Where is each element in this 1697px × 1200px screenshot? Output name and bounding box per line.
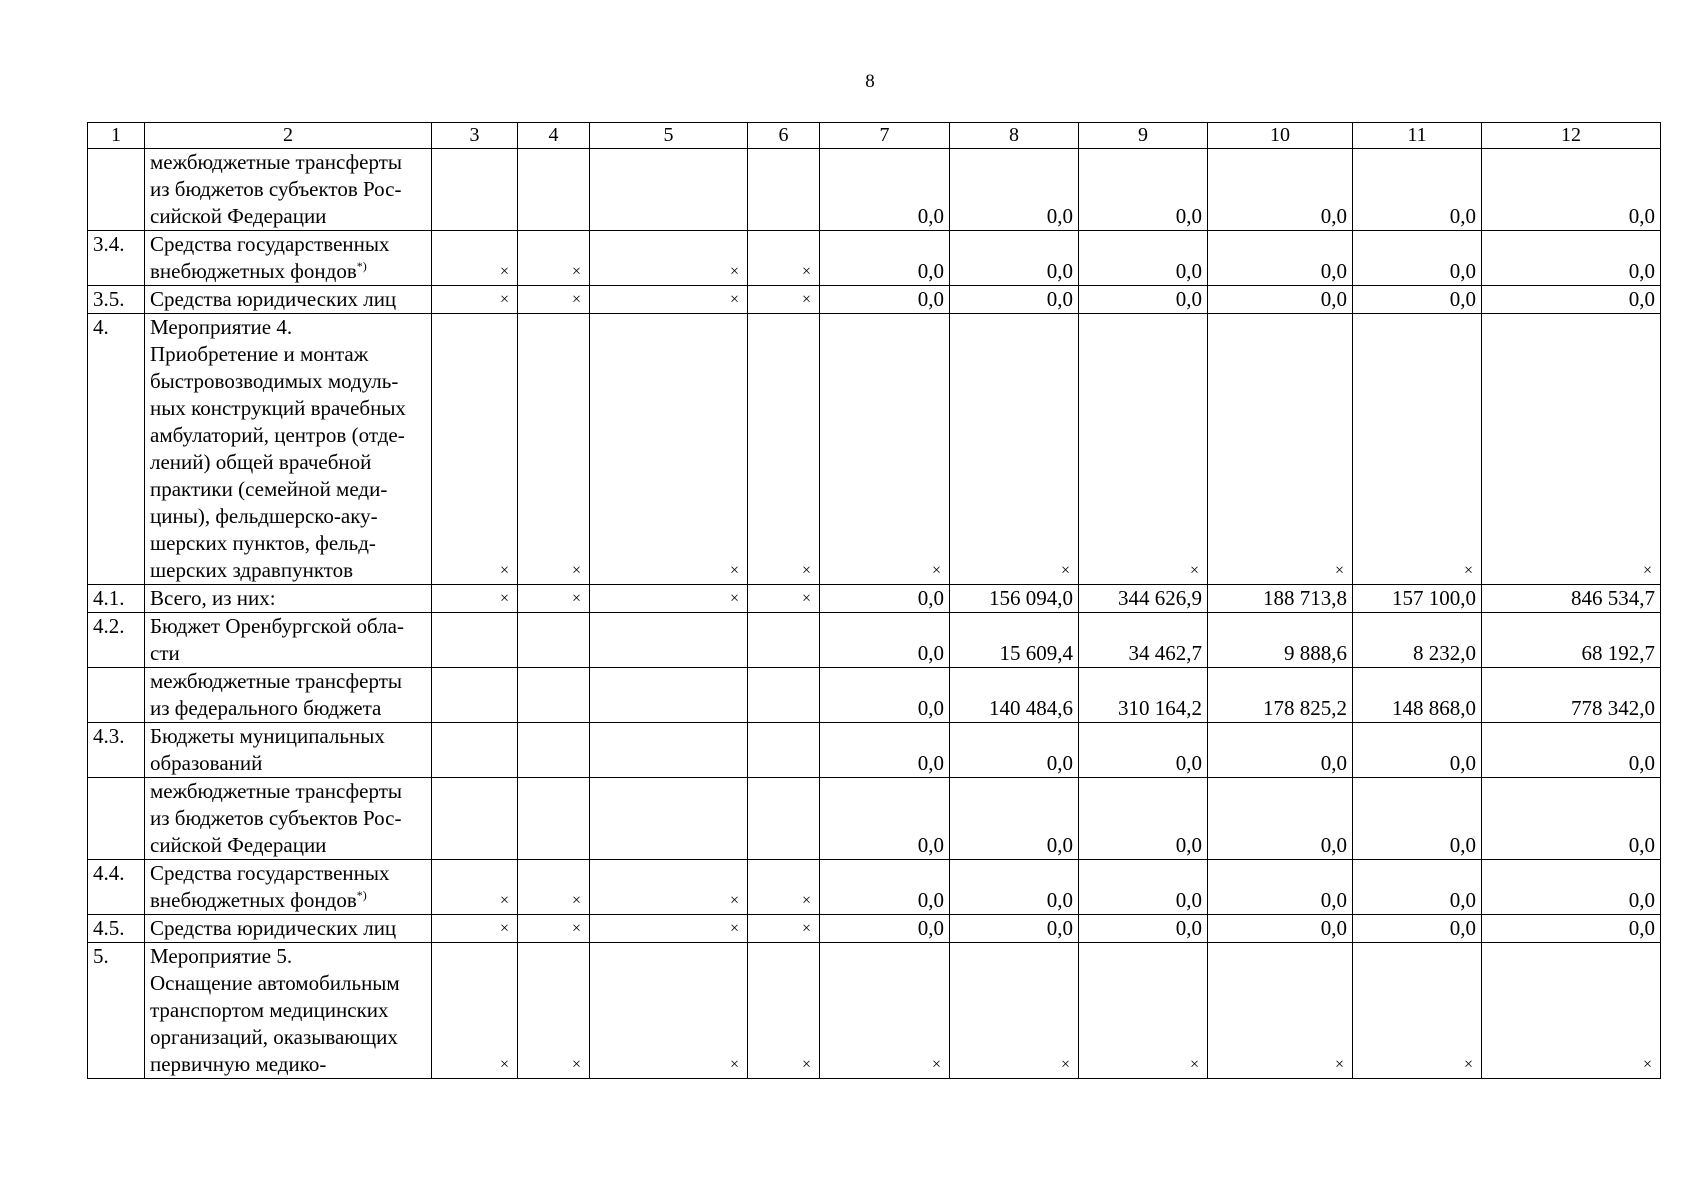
column-header: 4 bbox=[518, 123, 590, 149]
column-header: 1 bbox=[88, 123, 145, 149]
value-cell: 0,0 bbox=[1353, 778, 1482, 860]
table-row bbox=[88, 778, 1661, 860]
row-index: 4. bbox=[88, 314, 145, 585]
row-name-line: Средства государственных bbox=[150, 232, 390, 256]
value-cell: 0,0 bbox=[1208, 149, 1353, 231]
table-row bbox=[88, 231, 1661, 286]
row-index: 5. bbox=[88, 943, 145, 1079]
row-name-line: Средства юридических лиц bbox=[150, 287, 397, 311]
row-index: 4.1. bbox=[88, 585, 145, 613]
column-header: 11 bbox=[1353, 123, 1482, 149]
value-cell: 188 713,8 bbox=[1208, 585, 1353, 613]
value-cell: 344 626,9 bbox=[1079, 585, 1208, 613]
cell-c5: × bbox=[590, 943, 748, 1079]
value-cell: 0,0 bbox=[820, 668, 950, 723]
value-cell: 0,0 bbox=[1482, 723, 1661, 778]
row-name bbox=[145, 723, 432, 778]
value-cell: 0,0 bbox=[1353, 286, 1482, 314]
cell-c5: × bbox=[590, 314, 748, 585]
row-name-line: Мероприятие 4. bbox=[150, 315, 293, 339]
row-name-line: межбюджетные трансферты bbox=[150, 150, 402, 174]
value-cell: × bbox=[1482, 314, 1661, 585]
row-name-line: Приобретение и монтаж bbox=[150, 342, 369, 366]
cell-c6: × bbox=[748, 314, 820, 585]
column-header: 7 bbox=[820, 123, 950, 149]
value-cell: 0,0 bbox=[950, 149, 1079, 231]
value-cell: 0,0 bbox=[1482, 286, 1661, 314]
column-header: 6 bbox=[748, 123, 820, 149]
column-header: 2 bbox=[145, 123, 432, 149]
cell-c6 bbox=[748, 778, 820, 860]
column-header: 10 bbox=[1208, 123, 1353, 149]
value-cell: 0,0 bbox=[1353, 915, 1482, 943]
row-name-line: межбюджетные трансферты bbox=[150, 669, 402, 693]
row-name-line: Бюджет Оренбургской обла- bbox=[150, 614, 404, 638]
cell-c4 bbox=[518, 778, 590, 860]
footnote-mark: *) bbox=[356, 888, 367, 902]
cell-c5 bbox=[590, 149, 748, 231]
value-cell: 0,0 bbox=[1208, 286, 1353, 314]
cell-c6 bbox=[748, 149, 820, 231]
row-name-line: лений) общей врачебной bbox=[150, 450, 372, 474]
row-name bbox=[145, 860, 432, 915]
cell-c3: × bbox=[432, 585, 518, 613]
cell-c4: × bbox=[518, 860, 590, 915]
row-name-line: быстровозводимых модуль- bbox=[150, 369, 399, 393]
value-cell: 0,0 bbox=[950, 286, 1079, 314]
cell-c3 bbox=[432, 149, 518, 231]
row-name-line: организаций, оказывающих bbox=[150, 1025, 398, 1049]
footnote-mark: *) bbox=[356, 259, 367, 273]
row-name-line: Средства юридических лиц bbox=[150, 916, 397, 940]
table-row bbox=[88, 723, 1661, 778]
value-cell: 0,0 bbox=[820, 723, 950, 778]
row-name-line: из федерального бюджета bbox=[150, 696, 382, 720]
value-cell: 0,0 bbox=[1079, 860, 1208, 915]
row-name-line: шерских пунктов, фельд- bbox=[150, 531, 376, 555]
cell-c4: × bbox=[518, 314, 590, 585]
row-name-line: сийской Федерации bbox=[150, 204, 327, 228]
value-cell: 0,0 bbox=[1208, 723, 1353, 778]
row-name bbox=[145, 231, 432, 286]
value-cell: 0,0 bbox=[1079, 231, 1208, 286]
cell-c3: × bbox=[432, 286, 518, 314]
value-cell: 0,0 bbox=[1353, 860, 1482, 915]
row-name bbox=[145, 668, 432, 723]
value-cell: 846 534,7 bbox=[1482, 585, 1661, 613]
value-cell: 0,0 bbox=[950, 915, 1079, 943]
table-row bbox=[88, 314, 1661, 585]
column-header: 9 bbox=[1079, 123, 1208, 149]
value-cell: 0,0 bbox=[820, 778, 950, 860]
cell-c3: × bbox=[432, 314, 518, 585]
value-cell: 310 164,2 bbox=[1079, 668, 1208, 723]
value-cell: × bbox=[820, 314, 950, 585]
cell-c6 bbox=[748, 613, 820, 668]
cell-c3: × bbox=[432, 915, 518, 943]
column-header: 3 bbox=[432, 123, 518, 149]
cell-c6: × bbox=[748, 231, 820, 286]
table-row bbox=[88, 943, 1661, 1079]
cell-c3: × bbox=[432, 860, 518, 915]
cell-c5: × bbox=[590, 231, 748, 286]
row-name bbox=[145, 915, 432, 943]
value-cell: × bbox=[950, 943, 1079, 1079]
value-cell: × bbox=[1353, 943, 1482, 1079]
table-row bbox=[88, 286, 1661, 314]
row-name-line: образований bbox=[150, 751, 263, 775]
cell-c5: × bbox=[590, 860, 748, 915]
value-cell: 178 825,2 bbox=[1208, 668, 1353, 723]
value-cell: 0,0 bbox=[1079, 149, 1208, 231]
table-row bbox=[88, 585, 1661, 613]
value-cell: × bbox=[950, 314, 1079, 585]
cell-c6: × bbox=[748, 915, 820, 943]
value-cell: 0,0 bbox=[1353, 149, 1482, 231]
table-row bbox=[88, 149, 1661, 231]
value-cell: 0,0 bbox=[820, 613, 950, 668]
value-cell: 140 484,6 bbox=[950, 668, 1079, 723]
row-index bbox=[88, 778, 145, 860]
row-index: 4.2. bbox=[88, 613, 145, 668]
cell-c6: × bbox=[748, 286, 820, 314]
value-cell: 0,0 bbox=[1079, 778, 1208, 860]
row-name-line: практики (семейной меди- bbox=[150, 477, 388, 501]
row-index: 4.5. bbox=[88, 915, 145, 943]
value-cell: × bbox=[1079, 943, 1208, 1079]
value-cell: 0,0 bbox=[820, 915, 950, 943]
row-name-line: шерских здравпунктов bbox=[150, 558, 354, 582]
value-cell: × bbox=[1208, 943, 1353, 1079]
row-name-line: первичную медико- bbox=[150, 1052, 327, 1076]
value-cell: 157 100,0 bbox=[1353, 585, 1482, 613]
cell-c4 bbox=[518, 149, 590, 231]
table-row bbox=[88, 668, 1661, 723]
value-cell: 0,0 bbox=[1079, 723, 1208, 778]
column-header: 8 bbox=[950, 123, 1079, 149]
value-cell: 0,0 bbox=[1208, 915, 1353, 943]
value-cell: 0,0 bbox=[1353, 723, 1482, 778]
value-cell: 68 192,7 bbox=[1482, 613, 1661, 668]
value-cell: 34 462,7 bbox=[1079, 613, 1208, 668]
budget-table bbox=[87, 122, 1661, 1079]
cell-c4: × bbox=[518, 943, 590, 1079]
row-name-line: амбулаторий, центров (отде- bbox=[150, 423, 405, 447]
table-row bbox=[88, 860, 1661, 915]
value-cell: 0,0 bbox=[820, 286, 950, 314]
row-name bbox=[145, 286, 432, 314]
value-cell: 156 094,0 bbox=[950, 585, 1079, 613]
value-cell: 778 342,0 bbox=[1482, 668, 1661, 723]
row-index: 4.3. bbox=[88, 723, 145, 778]
cell-c4 bbox=[518, 668, 590, 723]
cell-c3 bbox=[432, 723, 518, 778]
column-header: 5 bbox=[590, 123, 748, 149]
value-cell: 0,0 bbox=[820, 585, 950, 613]
row-name-line: ных конструкций врачебных bbox=[150, 396, 406, 420]
value-cell: 9 888,6 bbox=[1208, 613, 1353, 668]
page-number: 8 bbox=[865, 71, 875, 92]
row-index: 3.4. bbox=[88, 231, 145, 286]
cell-c4: × bbox=[518, 585, 590, 613]
value-cell: 8 232,0 bbox=[1353, 613, 1482, 668]
value-cell: 0,0 bbox=[950, 860, 1079, 915]
row-name-line: транспортом медицинских bbox=[150, 998, 389, 1022]
value-cell: 0,0 bbox=[950, 778, 1079, 860]
row-name-line: межбюджетные трансферты bbox=[150, 779, 402, 803]
value-cell: 0,0 bbox=[1353, 231, 1482, 286]
row-index bbox=[88, 668, 145, 723]
row-name-line: сти bbox=[150, 641, 180, 665]
cell-c5 bbox=[590, 613, 748, 668]
cell-c6 bbox=[748, 668, 820, 723]
cell-c5 bbox=[590, 778, 748, 860]
row-name-line: Мероприятие 5. bbox=[150, 944, 293, 968]
value-cell: 0,0 bbox=[1482, 231, 1661, 286]
value-cell: 0,0 bbox=[950, 231, 1079, 286]
table-header-row bbox=[88, 123, 1661, 149]
cell-c3: × bbox=[432, 231, 518, 286]
cell-c3 bbox=[432, 668, 518, 723]
value-cell: 0,0 bbox=[1482, 915, 1661, 943]
cell-c3 bbox=[432, 613, 518, 668]
row-name bbox=[145, 943, 432, 1079]
cell-c4 bbox=[518, 613, 590, 668]
row-name-line: внебюджетных фондов*) bbox=[150, 888, 367, 912]
row-name-line: Оснащение автомобильным bbox=[150, 971, 400, 995]
value-cell: 0,0 bbox=[1208, 860, 1353, 915]
row-name bbox=[145, 149, 432, 231]
value-cell: 0,0 bbox=[1079, 915, 1208, 943]
cell-c5: × bbox=[590, 915, 748, 943]
cell-c5: × bbox=[590, 585, 748, 613]
value-cell: 0,0 bbox=[1208, 231, 1353, 286]
cell-c6 bbox=[748, 723, 820, 778]
cell-c4: × bbox=[518, 915, 590, 943]
value-cell: × bbox=[1208, 314, 1353, 585]
row-index: 3.5. bbox=[88, 286, 145, 314]
cell-c5 bbox=[590, 668, 748, 723]
value-cell: 0,0 bbox=[820, 149, 950, 231]
value-cell: × bbox=[1079, 314, 1208, 585]
value-cell: 0,0 bbox=[820, 860, 950, 915]
row-index bbox=[88, 149, 145, 231]
row-name-line: Всего, из них: bbox=[150, 586, 276, 610]
cell-c3 bbox=[432, 778, 518, 860]
column-header: 12 bbox=[1482, 123, 1661, 149]
cell-c3: × bbox=[432, 943, 518, 1079]
cell-c5 bbox=[590, 723, 748, 778]
value-cell: × bbox=[1482, 943, 1661, 1079]
value-cell: 148 868,0 bbox=[1353, 668, 1482, 723]
row-name-line: цины), фельдшерско-аку- bbox=[150, 504, 378, 528]
table-row bbox=[88, 613, 1661, 668]
row-name bbox=[145, 778, 432, 860]
value-cell: 15 609,4 bbox=[950, 613, 1079, 668]
value-cell: 0,0 bbox=[950, 723, 1079, 778]
row-name-line: Средства государственных bbox=[150, 861, 390, 885]
value-cell: 0,0 bbox=[1208, 778, 1353, 860]
cell-c6: × bbox=[748, 860, 820, 915]
value-cell: 0,0 bbox=[1482, 149, 1661, 231]
cell-c4: × bbox=[518, 231, 590, 286]
cell-c4 bbox=[518, 723, 590, 778]
row-name-line: сийской Федерации bbox=[150, 833, 327, 857]
cell-c6: × bbox=[748, 585, 820, 613]
row-index: 4.4. bbox=[88, 860, 145, 915]
value-cell: 0,0 bbox=[1482, 860, 1661, 915]
row-name-line: Бюджеты муниципальных bbox=[150, 724, 385, 748]
row-name bbox=[145, 314, 432, 585]
cell-c6: × bbox=[748, 943, 820, 1079]
row-name-line: внебюджетных фондов*) bbox=[150, 259, 367, 283]
value-cell: × bbox=[820, 943, 950, 1079]
value-cell: 0,0 bbox=[820, 231, 950, 286]
cell-c4: × bbox=[518, 286, 590, 314]
row-name-line: из бюджетов субъектов Рос- bbox=[150, 177, 402, 201]
row-name bbox=[145, 585, 432, 613]
row-name bbox=[145, 613, 432, 668]
value-cell: 0,0 bbox=[1482, 778, 1661, 860]
table-row bbox=[88, 915, 1661, 943]
cell-c5: × bbox=[590, 286, 748, 314]
value-cell: 0,0 bbox=[1079, 286, 1208, 314]
value-cell: × bbox=[1353, 314, 1482, 585]
row-name-line: из бюджетов субъектов Рос- bbox=[150, 806, 402, 830]
